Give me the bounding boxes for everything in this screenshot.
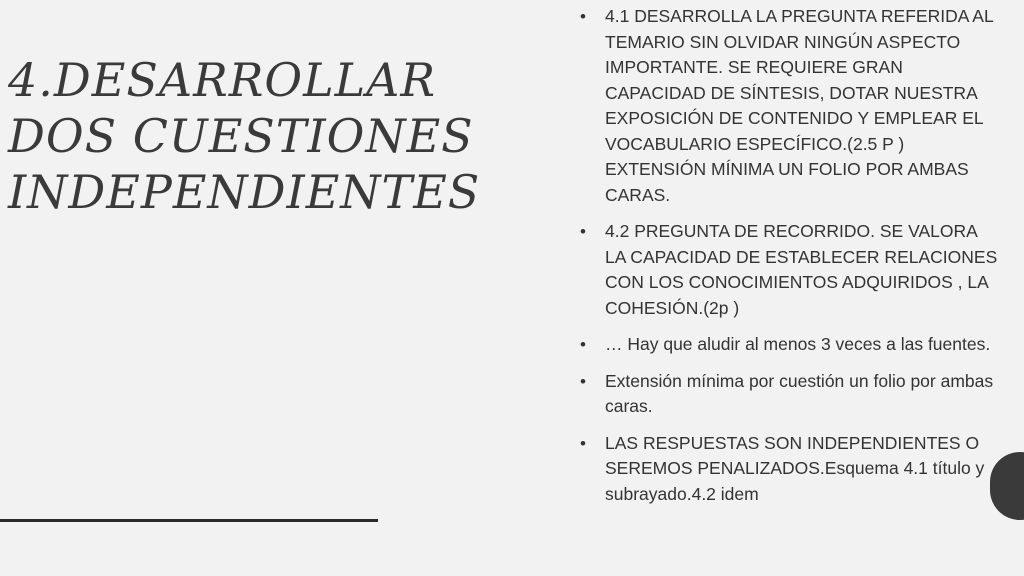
bullet-text: … Hay que aludir al menos 3 veces a las fuentes. <box>605 334 991 354</box>
bullet-text: LAS RESPUESTAS SON INDEPENDIENTES O SEREMOS PENALIZADOS.Esquema 4.1 título y subrayado.4.2 idem <box>605 432 985 504</box>
bullet-dot-icon: • <box>580 335 586 354</box>
bullet-item-4-1 <box>578 4 998 208</box>
bullet-list <box>578 4 998 507</box>
bullet-dot-icon: • <box>580 371 586 391</box>
bullet-text: 4.1 DESARROLLA LA PREGUNTA REFERIDA AL TEMARIO SIN OLVIDAR NINGÚN ASPECTO IMPORTANTE. SE REQUIERE GRAN CAPACIDAD DE SÍNTESIS, DOTAR NUESTRA EXPOSICIÓN DE CONTENIDO Y EMPLEAR EL VOCABULARIO ESPECÍFICO.(2.5 P ) EXTENSIÓN MÍNIMA UN FOLIO POR AMBAS CARAS. <box>605 6 994 205</box>
bullet-dot-icon: • <box>580 222 586 241</box>
bullet-item-4-2 <box>578 219 998 321</box>
bullet-item-independent <box>578 431 998 508</box>
slide-title: 4.DESARROLLAR DOS CUESTIONES INDEPENDIENTES <box>8 53 481 219</box>
bullet-dot-icon: • <box>580 433 586 453</box>
bullet-item-sources <box>578 332 998 358</box>
bullet-item-extension <box>578 369 998 420</box>
bullet-text: 4.2 PREGUNTA DE RECORRIDO. SE VALORA LA CAPACIDAD DE ESTABLECER RELACIONES CON LOS CONOCIMIENTOS ADQUIRIDOS , LA COHESIÓN.(2p ) <box>605 221 998 318</box>
bullet-text: Extensión mínima por cuestión un folio por ambas caras. <box>605 370 994 416</box>
title-underline <box>0 519 378 522</box>
bullet-dot-icon: • <box>580 7 586 26</box>
